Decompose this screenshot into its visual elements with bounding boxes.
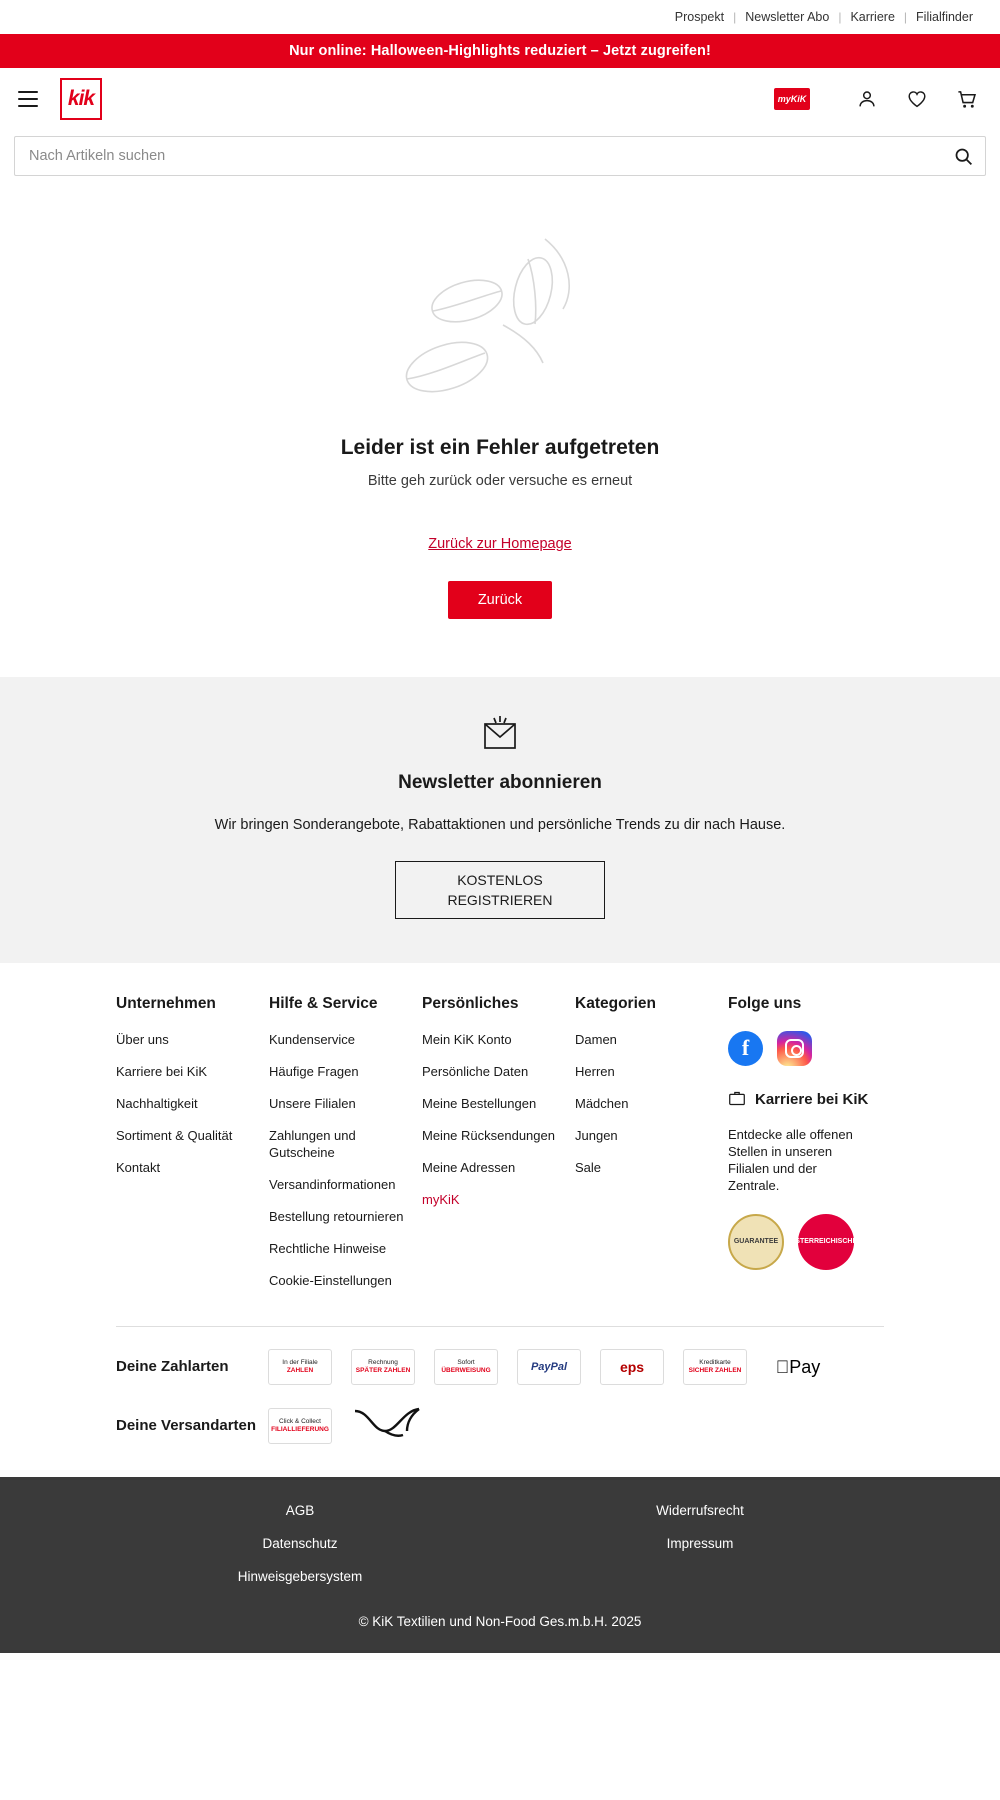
- copyright-text: © KiK Textilien und Non-Food Ges.m.b.H. 2025: [358, 1613, 642, 1629]
- mykik-badge[interactable]: myKiK: [774, 88, 810, 110]
- search-input[interactable]: [15, 137, 941, 175]
- bottom-link-impressum[interactable]: Impressum: [666, 1535, 734, 1551]
- footer-link-unsere-filialen[interactable]: Unsere Filialen: [269, 1095, 356, 1111]
- footer-link-mein-kik-konto[interactable]: Mein KiK Konto: [422, 1031, 512, 1047]
- footer-link-maedchen[interactable]: Mädchen: [575, 1095, 629, 1111]
- site-header: [0, 68, 1000, 130]
- utility-link-karriere[interactable]: Karriere: [850, 10, 895, 24]
- payment-label-line1: Rechnung: [368, 1358, 398, 1366]
- career-heading[interactable]: [728, 1090, 918, 1110]
- footer-link-meine-adressen[interactable]: Meine Adressen: [422, 1159, 516, 1175]
- footer-link-cookie-einstellungen[interactable]: Cookie-Einstellungen: [269, 1272, 392, 1288]
- payment-label-line1: PayPal: [530, 1360, 568, 1373]
- payment-label-line2: ÜBERWEISUNG: [441, 1366, 491, 1374]
- footer-column-title: Hilfe & Service: [269, 994, 378, 1012]
- payment-methods-label: Deine Zahlarten: [116, 1357, 229, 1375]
- bottom-link-agb[interactable]: AGB: [285, 1502, 315, 1518]
- payment-label-line2: SICHER ZAHLEN: [688, 1366, 742, 1374]
- payment-label-line2: ZAHLEN: [286, 1366, 314, 1374]
- shipping-label-line2: FILIALLIEFERUNG: [271, 1425, 329, 1433]
- newsletter-button-line1: KOSTENLOS: [457, 871, 543, 888]
- instagram-icon[interactable]: [777, 1031, 812, 1066]
- payment-sofort-icon: [434, 1349, 498, 1385]
- bottom-link-hinweisgebersystem[interactable]: Hinweisgebersystem: [237, 1568, 363, 1584]
- briefcase-icon: [728, 1090, 746, 1110]
- footer-link-karriere-bei-kik[interactable]: Karriere bei KiK: [116, 1063, 208, 1079]
- bottom-link-widerrufsrecht[interactable]: Widerrufsrecht: [656, 1502, 744, 1518]
- utility-separator: |: [838, 10, 842, 24]
- footer-column-title: Kategorien: [575, 994, 656, 1012]
- kik-logo[interactable]: [60, 78, 102, 120]
- page-title: Leider ist ein Fehler aufgetreten: [340, 436, 660, 459]
- utility-link-prospekt[interactable]: Prospekt: [674, 10, 725, 24]
- search-icon[interactable]: [941, 137, 985, 175]
- oesterreichische-post-icon: [351, 1401, 425, 1451]
- error-subtitle: Bitte geh zurück oder versuche es erneut: [367, 473, 633, 489]
- footer-column-folge-uns: [728, 995, 918, 1304]
- footer-link-sortiment-qualitaet[interactable]: Sortiment & Qualität: [116, 1127, 233, 1143]
- footer-link-bestellung-retournieren[interactable]: Bestellung retournieren: [269, 1208, 404, 1224]
- payment-eps-icon: [600, 1349, 664, 1385]
- footer-bottom-links: [100, 1503, 900, 1584]
- payment-paypal-icon: [517, 1349, 581, 1385]
- footer-column-title: Folge uns: [728, 994, 802, 1012]
- footer-link-jungen[interactable]: Jungen: [575, 1127, 618, 1143]
- footer-link-meine-bestellungen[interactable]: Meine Bestellungen: [422, 1095, 537, 1111]
- kik-logo-text: kik: [67, 87, 95, 110]
- footer-link-herren[interactable]: Herren: [575, 1063, 615, 1079]
- payment-apple-pay-icon: [766, 1349, 830, 1385]
- newsletter-section: [0, 677, 1000, 963]
- shipping-methods-label: Deine Versandarten: [116, 1416, 257, 1434]
- footer-column-kategorien: [575, 995, 728, 1304]
- facebook-icon[interactable]: f: [728, 1031, 763, 1066]
- wishlist-heart-icon[interactable]: [902, 84, 932, 114]
- back-button[interactable]: Zurück: [448, 581, 552, 619]
- footer-link-mykik[interactable]: myKiK: [422, 1191, 460, 1207]
- footer-link-nachhaltigkeit[interactable]: Nachhaltigkeit: [116, 1095, 198, 1111]
- payment-rechnung-icon: [351, 1349, 415, 1385]
- footer-column-title: Persönliches: [422, 994, 519, 1012]
- utility-link-newsletter-abo[interactable]: Newsletter Abo: [745, 10, 830, 24]
- payment-label-line1: Kreditkarte: [699, 1358, 731, 1366]
- shipping-click-collect-icon: [268, 1408, 332, 1444]
- newsletter-title: Newsletter abonnieren: [398, 771, 602, 793]
- trusted-shops-seal[interactable]: [728, 1214, 784, 1270]
- payment-in-der-filiale-icon: [268, 1349, 332, 1385]
- utility-bar: [0, 0, 1000, 34]
- payment-methods: [0, 1327, 1000, 1385]
- newsletter-button-line2: REGISTRIEREN: [447, 891, 553, 908]
- handelsverband-seal-label: ÖSTERREICHISCHER: [789, 1237, 863, 1245]
- promo-banner-text: Nur online: Halloween-Highlights reduziert – Jetzt zugreifen!: [289, 43, 711, 59]
- footer-link-kontakt[interactable]: Kontakt: [116, 1159, 161, 1175]
- shipping-label-line1: Click & Collect: [279, 1417, 321, 1425]
- payment-label-line1: eps: [619, 1358, 645, 1375]
- footer-link-persoenliche-daten[interactable]: Persönliche Daten: [422, 1063, 529, 1079]
- account-icon[interactable]: [852, 84, 882, 114]
- footer-columns: [0, 963, 1000, 1304]
- payment-icon-list: [268, 1349, 830, 1385]
- footer-link-meine-ruecksendungen[interactable]: Meine Rücksendungen: [422, 1127, 555, 1143]
- utility-separator: |: [733, 10, 737, 24]
- newsletter-text: Wir bringen Sonderangebote, Rabattaktionen und persönliche Trends zu dir nach Hause.: [214, 816, 786, 833]
- footer-link-versandinformationen[interactable]: Versandinformationen: [269, 1176, 396, 1192]
- home-link[interactable]: Zurück zur Homepage: [428, 535, 572, 552]
- shipping-icon-list: [268, 1401, 425, 1451]
- payment-label-line1: Pay: [782, 1356, 814, 1377]
- footer-link-sale[interactable]: Sale: [575, 1159, 602, 1175]
- payment-label-line2: SPÄTER ZAHLEN: [355, 1366, 411, 1374]
- payment-label-line1: Sofort: [457, 1358, 475, 1366]
- error-section: [0, 176, 1000, 677]
- utility-link-filialfinder[interactable]: Filialfinder: [916, 10, 973, 24]
- footer-link-haeufige-fragen[interactable]: Häufige Fragen: [269, 1063, 359, 1079]
- footer-link-ueber-uns[interactable]: Über uns: [116, 1031, 169, 1047]
- footer-link-zahlungen-gutscheine[interactable]: Zahlungen und Gutscheine: [269, 1127, 356, 1160]
- envelope-icon: [0, 713, 1000, 762]
- footer-link-damen[interactable]: Damen: [575, 1031, 617, 1047]
- social-links: [728, 1031, 918, 1066]
- career-text: Entdecke alle offenen Stellen in unseren Filialen und der Zentrale.: [728, 1126, 853, 1193]
- footer-column-title: Unternehmen: [116, 994, 216, 1012]
- bottom-link-datenschutz[interactable]: Datenschutz: [262, 1535, 338, 1551]
- footer-link-kundenservice[interactable]: Kundenservice: [269, 1031, 355, 1047]
- payment-label-line1: In der Filiale: [282, 1358, 318, 1366]
- menu-icon[interactable]: [18, 86, 44, 112]
- cart-icon[interactable]: [952, 84, 982, 114]
- footer-column-hilfe-service: [269, 995, 422, 1304]
- trusted-shops-seal-label: GUARANTEE: [733, 1237, 779, 1245]
- leaves-illustration-icon: [0, 228, 1000, 420]
- footer-column-unternehmen: [116, 995, 269, 1304]
- footer-link-rechtliche-hinweise[interactable]: Rechtliche Hinweise: [269, 1240, 387, 1256]
- career-heading-text: Karriere bei KiK: [755, 1091, 869, 1108]
- utility-separator: |: [903, 10, 908, 24]
- footer-bottom-bar: [0, 1477, 1000, 1653]
- search-bar[interactable]: [14, 136, 986, 176]
- handelsverband-seal[interactable]: [789, 1214, 863, 1270]
- shipping-methods: [0, 1385, 1000, 1477]
- footer-column-persoenliches: [422, 995, 575, 1304]
- trust-seals: [728, 1214, 918, 1270]
- newsletter-register-button[interactable]: [395, 861, 605, 919]
- payment-kreditkarte-icon: [683, 1349, 747, 1385]
- promo-banner[interactable]: [0, 34, 1000, 68]
